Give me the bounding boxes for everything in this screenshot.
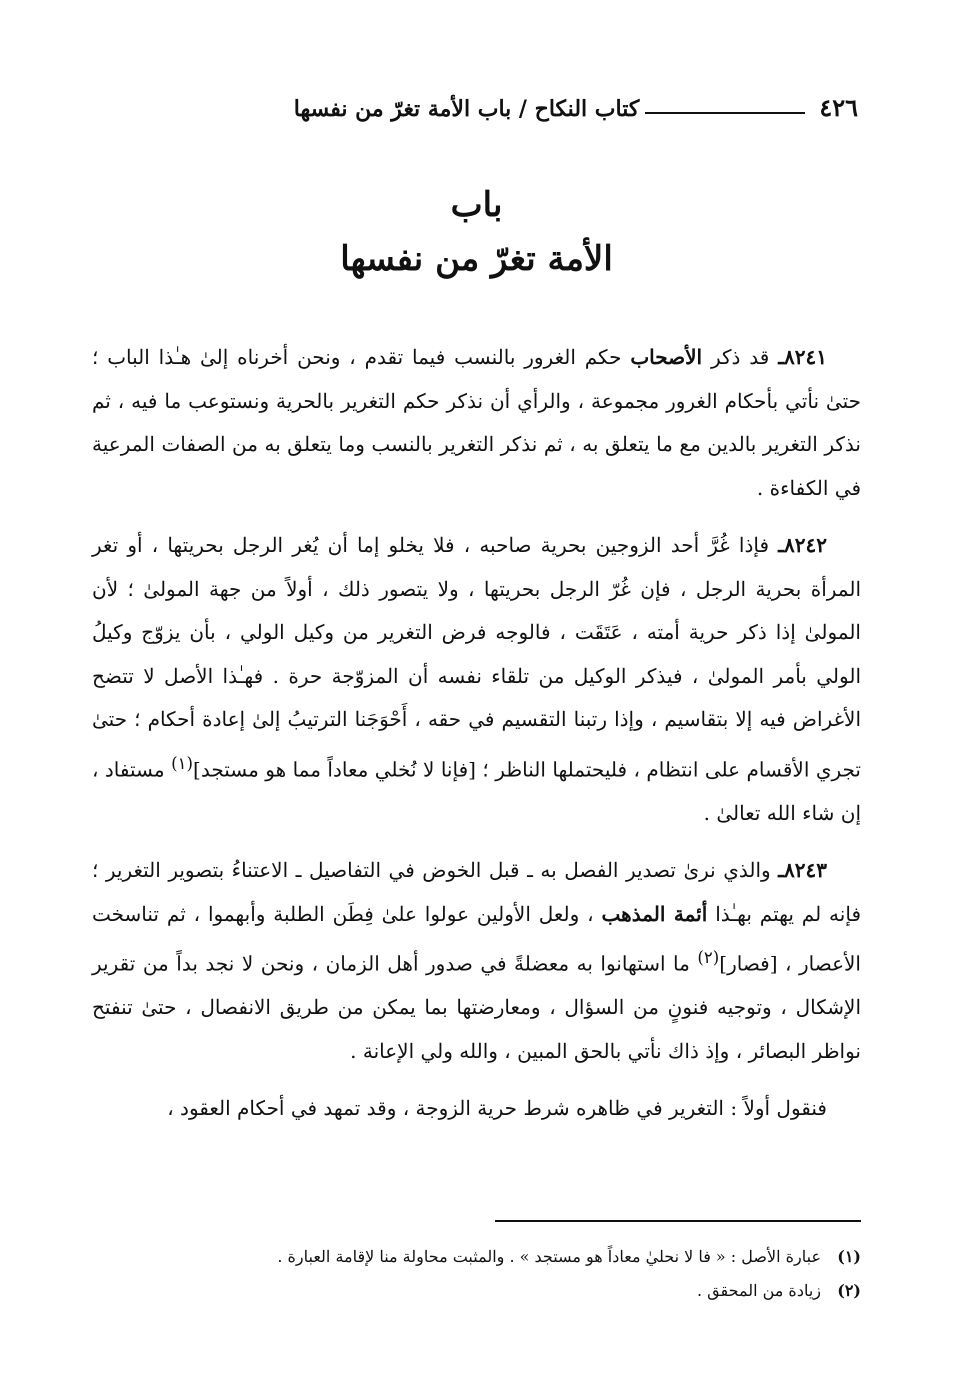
body-text — [92, 336, 861, 1145]
chapter-heading — [0, 178, 953, 286]
paragraph-number: ٨٢٤٢ـ — [778, 533, 827, 557]
footnote-ref-1[interactable]: (١) — [171, 753, 194, 773]
paragraph-text: والذي نرىٰ تصدير الفصل به ـ قبل الخوض في التفاصيل ـ الاعتناءُ بتصوير التغرير ؛ فإنه لم يهتم بهـٰذا — [92, 858, 861, 926]
paragraph-text: ما استهانوا به معضلةً في صدور أهل الزمان ، ونحن لا نجد بداً من تقرير الإشكال ، وتوجيه فنونٍ من السؤال ، ومعارضتها بما يمكن من طريق الانفصال ، حتىٰ تنفتح نواظر البصائر ، وإذ ذاك نأتي بالحق المبين ، والله ولي الإعانة . — [92, 951, 861, 1063]
footnote-1 — [92, 1240, 861, 1274]
footnote-2 — [92, 1274, 861, 1308]
paragraph-8243 — [92, 849, 861, 1073]
running-header — [95, 82, 858, 122]
footnote-ref-2[interactable]: (٢) — [697, 948, 720, 968]
paragraph-number: ٨٢٤٣ـ — [778, 858, 827, 883]
paragraph-continuation — [92, 1087, 861, 1131]
paragraph-8242 — [92, 524, 861, 835]
running-title: كتاب النكاح / باب الأمة تغرّ من نفسها — [293, 96, 640, 122]
bold-term: أئمة المذهب — [601, 901, 708, 926]
chapter-title: الأمة تغرّ من نفسها — [340, 239, 613, 279]
paragraph-text: حكم الغرور بالنسب فيما تقدم ، ونحن أخرناه إلىٰ هـٰذا الباب ؛ حتىٰ نأتي بأحكام الغرور مجموعة ، والرأي أن نذكر حكم التغرير بالحرية ونستوعب ما فيه ، ثم نذكر التغرير بالدين مع ما يتعلق به ، ثم نذكر التغرير بالنسب وما يتعلق به من الصفات المرعية في الكفاءة . — [92, 345, 861, 500]
paragraph-text: فإذا غُرَّ أحد الزوجين بحرية صاحبه ، فلا يخلو إما أن يُغر الرجل بحريتها ، أو تغر المرأة بحرية الرجل ، فإن غُرّ الرجل بحريتها ، ولا يتصور ذلك ، أولاً من جهة المولىٰ ؛ لأن المولىٰ إذا ذكر حرية أمته ، عَتَقَت ، فالوجه فرض التغرير من وكيل الولي ، بأن يزوّج وكيلُ الولي بأمر المولىٰ ، فيذكر الوكيل من تلقاء نفسه أن المزوّجة حرة . فهـٰذا الأصل لا تتضح الأغراض فيه إلا بتقاسيم ، وإذا رتبنا التقسيم في حقه ، أَحْوَجَنا الترتيبُ إلىٰ إعادة أحكام ؛ حتىٰ تجري الأقسام على انتظام ، فليحتملها الناظر ؛ [فإنا لا نُخلي معاداً مما هو مستجد] — [92, 533, 861, 782]
paragraph-text: ، ولعل الأولين عولوا علىٰ فِطَن الطلبة وأبهموا ، ثم تناسخت الأعصار ، [فصار] — [92, 901, 861, 976]
footnote-separator — [495, 1220, 861, 1222]
page-number: ٤٢٦ — [819, 93, 858, 122]
bold-term: الأصحاب — [630, 345, 703, 369]
paragraph-number: ٨٢٤١ـ — [778, 345, 828, 369]
footnotes — [92, 1240, 861, 1308]
paragraph-text: مستفاد ، إن شاء الله تعالىٰ . — [92, 757, 861, 825]
header-rule — [645, 112, 805, 114]
footnote-text: عبارة الأصل : « فا لا نحليٰ معاداً هو مستجد » . والمثبت محاولة منا لإقامة العبارة . — [277, 1247, 821, 1266]
footnote-text: زيادة من المحقق . — [697, 1281, 821, 1300]
chapter-label: باب — [450, 185, 503, 225]
paragraph-8241 — [92, 336, 861, 510]
footnote-number: (١) — [837, 1247, 861, 1266]
paragraph-text: فنقول أولاً : التغرير في ظاهره شرط حرية الزوجة ، وقد تمهد في أحكام العقود ، — [167, 1096, 827, 1121]
footnote-number: (٢) — [837, 1281, 861, 1300]
paragraph-text: قد ذكر — [702, 345, 770, 369]
